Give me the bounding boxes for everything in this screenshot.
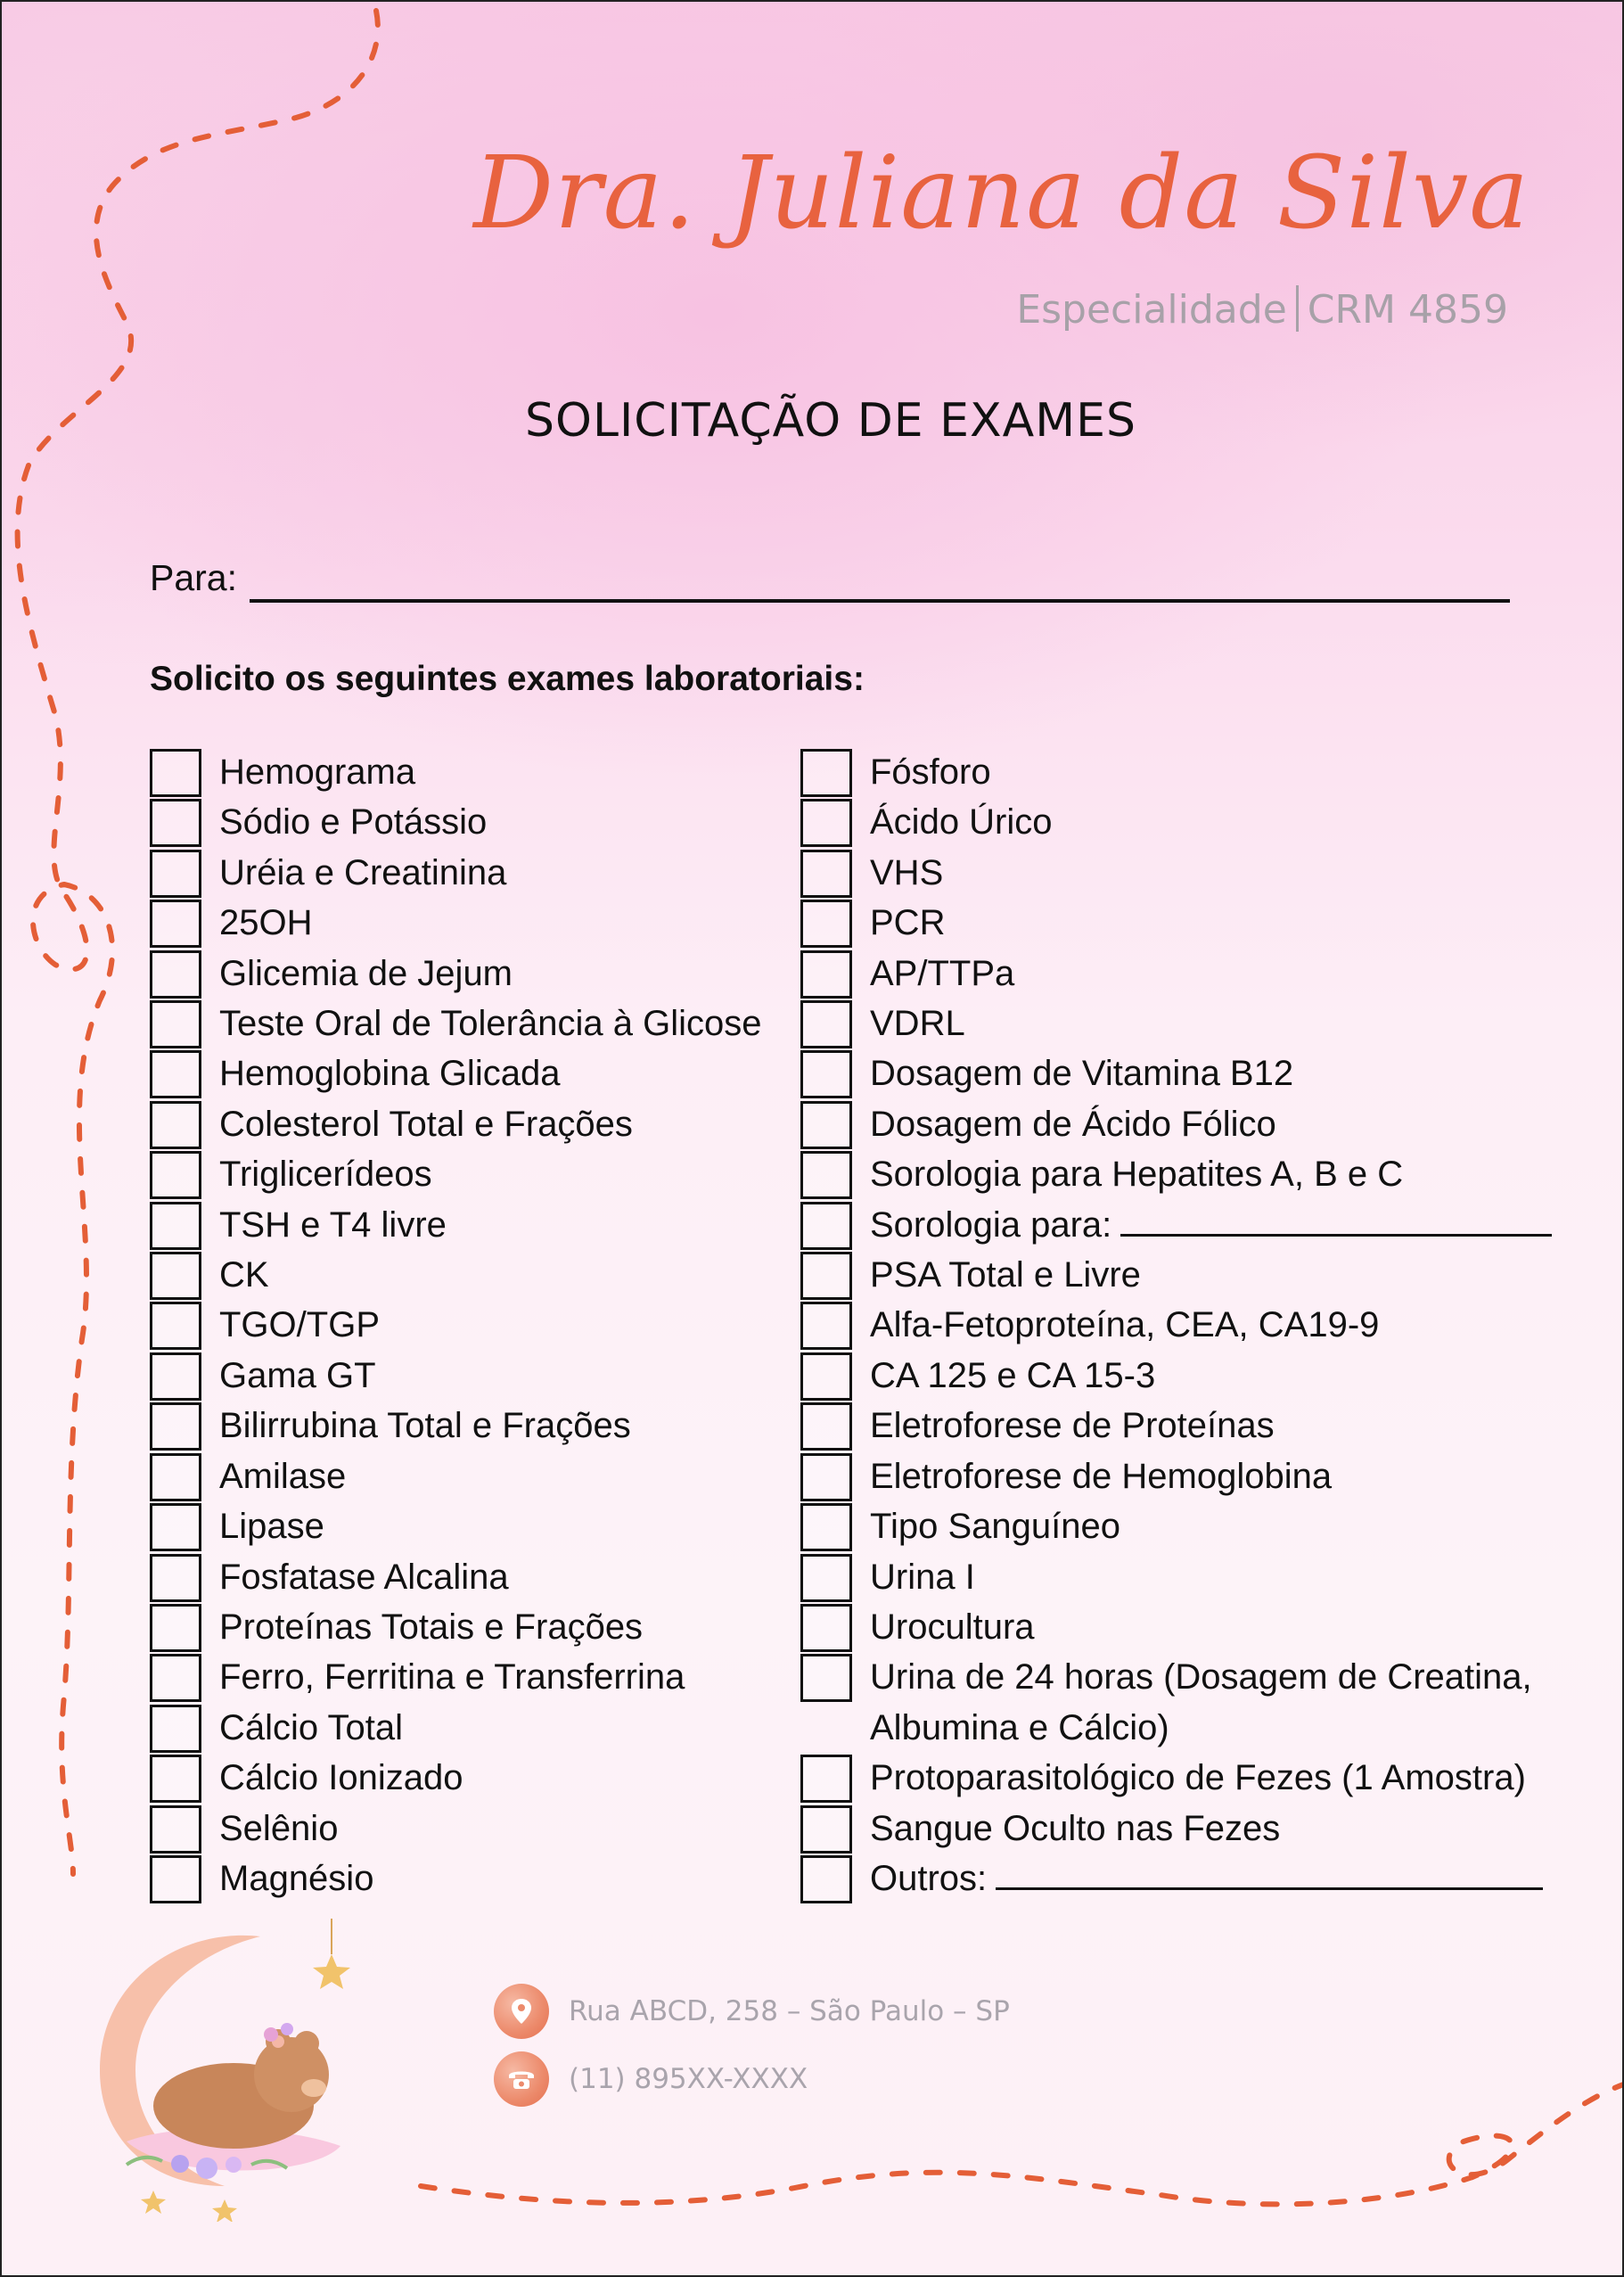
- crm-text: CRM 4859: [1307, 287, 1508, 333]
- exam-label: Alfa-Fetoproteína, CEA, CA19-9: [870, 1305, 1380, 1345]
- exam-item: [150, 1250, 791, 1300]
- exam-item: [150, 1652, 791, 1702]
- exam-item: [800, 1451, 1576, 1501]
- exam-label-with-field: [870, 1200, 1552, 1250]
- exam-checkbox[interactable]: [150, 1805, 201, 1854]
- exam-label: Colesterol Total e Frações: [219, 1104, 633, 1144]
- exam-checkbox[interactable]: [150, 1302, 201, 1350]
- exam-checkbox[interactable]: [150, 1503, 201, 1551]
- recipient-label: Para:: [150, 557, 237, 598]
- exam-list-left: [150, 747, 791, 1903]
- exam-item: [150, 1501, 791, 1551]
- exam-item: [150, 1804, 791, 1854]
- exam-label: Hemoglobina Glicada: [219, 1054, 561, 1094]
- exam-item: [800, 898, 1576, 948]
- exam-label: Fósforo: [870, 752, 991, 792]
- bear-moon-illustration: [73, 1919, 376, 2222]
- exam-item: [150, 1351, 791, 1401]
- exam-item: [150, 1753, 791, 1803]
- address-text: Rua ABCD, 258 – São Paulo – SP: [569, 1995, 1010, 2027]
- exam-item: [150, 1703, 791, 1753]
- exam-label: Sorologia para Hepatites A, B e C: [870, 1155, 1404, 1195]
- exam-checkbox[interactable]: [800, 1252, 852, 1300]
- exam-label: Uréia e Creatinina: [219, 852, 507, 892]
- exam-label: Sódio e Potássio: [219, 802, 488, 843]
- exam-checkbox[interactable]: [150, 749, 201, 797]
- exam-item: [800, 1351, 1576, 1401]
- exam-label: PSA Total e Livre: [870, 1255, 1141, 1295]
- exam-label: Eletroforese de Proteínas: [870, 1406, 1275, 1446]
- exam-checkbox[interactable]: [800, 1000, 852, 1048]
- serology-label: Sorologia para:: [870, 1204, 1112, 1245]
- phone-row: [494, 2051, 808, 2107]
- exam-checkbox[interactable]: [150, 1050, 201, 1098]
- exam-checkbox[interactable]: [150, 1604, 201, 1652]
- exam-item: [800, 1501, 1576, 1551]
- exam-label: Ferro, Ferritina e Transferrina: [219, 1657, 685, 1697]
- exam-item: [800, 1099, 1576, 1149]
- doctor-credentials: [1016, 285, 1508, 333]
- exam-label: Tipo Sanguíneo: [870, 1507, 1120, 1547]
- exam-checkbox[interactable]: [150, 950, 201, 999]
- exam-item: [150, 1300, 791, 1350]
- exam-checkbox[interactable]: [150, 1101, 201, 1149]
- exam-checkbox[interactable]: [150, 799, 201, 847]
- exam-label: Lipase: [219, 1507, 324, 1547]
- exam-checkbox[interactable]: [800, 1755, 852, 1803]
- exam-checkbox[interactable]: [800, 1352, 852, 1401]
- exam-item: [800, 1200, 1576, 1250]
- exam-label: Hemograma: [219, 752, 416, 792]
- location-pin-icon: [494, 1984, 549, 2039]
- exam-checkbox[interactable]: [150, 1402, 201, 1451]
- exam-item: [800, 1048, 1576, 1098]
- exam-item: [800, 1401, 1576, 1451]
- exam-label: 25OH: [219, 903, 313, 943]
- exam-label: Eletroforese de Hemoglobina: [870, 1456, 1333, 1496]
- exam-item: [800, 797, 1576, 847]
- phone-text: (11) 895XX-XXXX: [569, 2063, 808, 2095]
- exam-item: [150, 747, 791, 797]
- exam-label: Dosagem de Vitamina B12: [870, 1054, 1294, 1094]
- exam-item: [800, 949, 1576, 999]
- exam-item: [150, 1552, 791, 1602]
- exam-checkbox[interactable]: [150, 1352, 201, 1401]
- phone-icon: [494, 2051, 549, 2107]
- exam-label: Urina I: [870, 1557, 975, 1597]
- exam-label: Bilirrubina Total e Frações: [219, 1406, 631, 1446]
- exam-checkbox[interactable]: [150, 1654, 201, 1702]
- exam-label: Selênio: [219, 1808, 339, 1848]
- exam-label: Urocultura: [870, 1607, 1035, 1647]
- exam-item: [800, 1250, 1576, 1300]
- exam-label: Triglicerídeos: [219, 1155, 432, 1195]
- exam-item: [800, 848, 1576, 898]
- exam-item: [150, 797, 791, 847]
- exam-item: [150, 1854, 791, 1903]
- exam-item: [150, 1200, 791, 1250]
- exam-checkbox[interactable]: [150, 1252, 201, 1300]
- exam-label: VHS: [870, 852, 944, 892]
- exam-checkbox[interactable]: [800, 1050, 852, 1098]
- exam-label: TSH e T4 livre: [219, 1204, 447, 1245]
- exam-item: [800, 1602, 1576, 1652]
- doctor-name: Dra. Juliana da Silva: [473, 136, 1530, 251]
- exam-item: [150, 949, 791, 999]
- exam-checkbox[interactable]: [800, 749, 852, 797]
- exam-item: [800, 1552, 1576, 1602]
- serology-field[interactable]: [1120, 1201, 1552, 1237]
- exam-checkbox[interactable]: [800, 1302, 852, 1350]
- exam-checkbox[interactable]: [800, 1554, 852, 1602]
- exam-checkbox[interactable]: [800, 1202, 852, 1250]
- others-label: Outros:: [870, 1858, 988, 1898]
- exam-checkbox[interactable]: [800, 1855, 852, 1903]
- exam-item: [800, 1804, 1576, 1854]
- exam-checkbox[interactable]: [800, 1805, 852, 1854]
- exam-checkbox[interactable]: [800, 1151, 852, 1199]
- exam-checkbox[interactable]: [800, 799, 852, 847]
- exam-checkbox[interactable]: [150, 1705, 201, 1753]
- exam-checkbox[interactable]: [150, 1000, 201, 1048]
- exam-label: Ácido Úrico: [870, 802, 1053, 843]
- exam-checkbox[interactable]: [800, 1402, 852, 1451]
- exam-checkbox[interactable]: [800, 1654, 852, 1702]
- recipient-row: [150, 553, 1510, 603]
- exam-checkbox[interactable]: [150, 1453, 201, 1501]
- exam-label: VDRL: [870, 1004, 965, 1044]
- exam-label: Urina de 24 horas (Dosagem de Creatina, Albumina e Cálcio): [870, 1657, 1532, 1747]
- recipient-field[interactable]: [250, 560, 1510, 603]
- exam-item: [150, 1099, 791, 1149]
- exam-label: CK: [219, 1255, 269, 1295]
- exam-checkbox[interactable]: [150, 1755, 201, 1803]
- exam-label: Gama GT: [219, 1355, 376, 1395]
- exam-checkbox[interactable]: [800, 1503, 852, 1551]
- exam-label: Fosfatase Alcalina: [219, 1557, 509, 1597]
- exam-label-with-field: [870, 1854, 1543, 1903]
- exam-checkbox[interactable]: [150, 850, 201, 898]
- exam-label: Cálcio Total: [219, 1707, 404, 1747]
- intro-text: Solicito os seguintes exames laboratoriais:: [150, 660, 865, 698]
- exam-label: Protoparasitológico de Fezes (1 Amostra): [870, 1758, 1526, 1798]
- exam-label: CA 125 e CA 15-3: [870, 1355, 1156, 1395]
- exam-item: [800, 1149, 1576, 1199]
- exam-checkbox[interactable]: [150, 1202, 201, 1250]
- exam-list-right: [800, 747, 1576, 1903]
- exam-label: PCR: [870, 903, 946, 943]
- exam-item: [800, 1300, 1576, 1350]
- exam-checkbox[interactable]: [150, 1855, 201, 1903]
- exam-label: AP/TTPa: [870, 953, 1015, 993]
- exam-checkbox[interactable]: [800, 950, 852, 999]
- exam-item: [150, 1149, 791, 1199]
- exam-checkbox[interactable]: [800, 900, 852, 948]
- exam-label: Dosagem de Ácido Fólico: [870, 1104, 1276, 1144]
- divider: [1296, 285, 1299, 332]
- exam-checkbox[interactable]: [150, 1151, 201, 1199]
- exam-label: Glicemia de Jejum: [219, 953, 513, 993]
- exam-item: [150, 1048, 791, 1098]
- exam-item: [150, 1401, 791, 1451]
- exam-item: [800, 999, 1576, 1048]
- exam-checkbox[interactable]: [800, 1453, 852, 1501]
- exam-label: Magnésio: [219, 1858, 374, 1898]
- exam-checkbox[interactable]: [800, 1604, 852, 1652]
- exam-label: Cálcio Ionizado: [219, 1758, 463, 1798]
- exam-item: [150, 898, 791, 948]
- others-field[interactable]: [996, 1854, 1543, 1890]
- exam-checkbox[interactable]: [800, 850, 852, 898]
- exam-item: [150, 1451, 791, 1501]
- exam-checkbox[interactable]: [150, 900, 201, 948]
- specialty-text: Especialidade: [1016, 287, 1287, 333]
- address-row: [494, 1984, 1010, 2039]
- exam-label: Sangue Oculto nas Fezes: [870, 1808, 1281, 1848]
- exam-label: Teste Oral de Tolerância à Glicose: [219, 1004, 762, 1044]
- document-title: SOLICITAÇÃO DE EXAMES: [525, 394, 1136, 448]
- exam-item: [800, 1652, 1576, 1753]
- exam-item: [150, 999, 791, 1048]
- exam-checkbox[interactable]: [800, 1101, 852, 1149]
- exam-item: [800, 1753, 1576, 1803]
- exam-item: [800, 747, 1576, 797]
- exam-item: [800, 1854, 1576, 1903]
- exam-item: [150, 848, 791, 898]
- exam-label: Proteínas Totais e Frações: [219, 1607, 644, 1647]
- exam-item: [150, 1602, 791, 1652]
- exam-label: Amilase: [219, 1456, 347, 1496]
- exam-checkbox[interactable]: [150, 1554, 201, 1602]
- exam-label: TGO/TGP: [219, 1305, 380, 1345]
